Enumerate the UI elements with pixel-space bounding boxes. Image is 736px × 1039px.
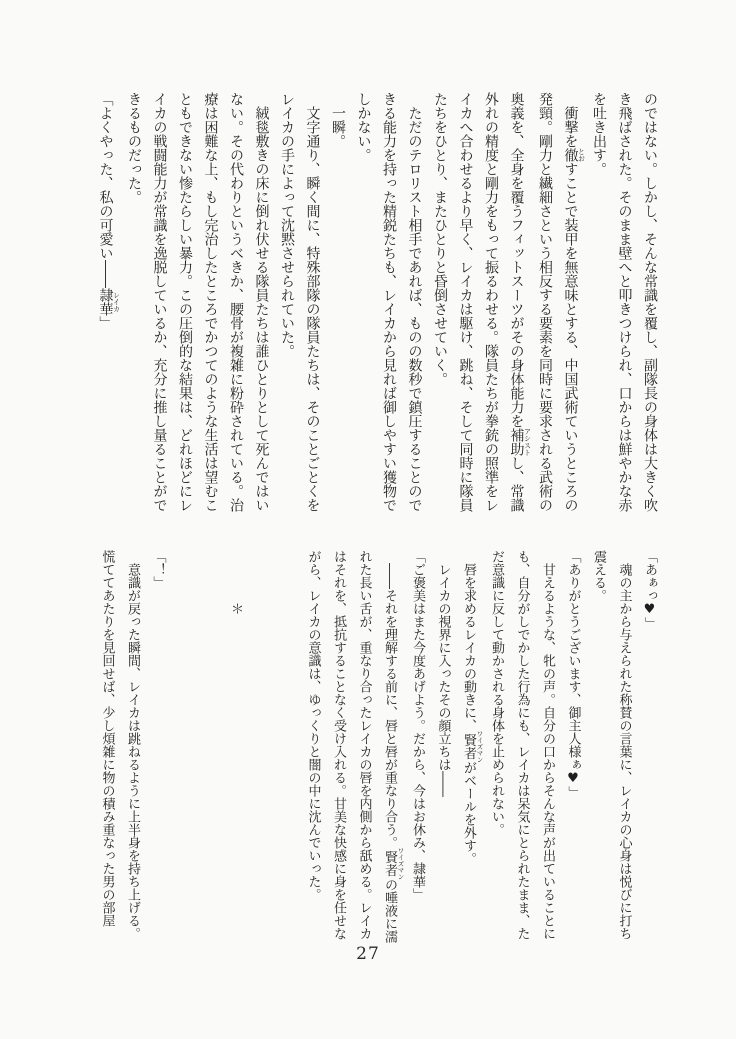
text-column: イカへ合わせるより早く、レイカは駆け、跳ね、そして同時に隊員: [457, 92, 474, 512]
text-column: を吐き出す。: [591, 92, 607, 176]
text-column: き飛ばされた。そのまま壁へと叩きつけられ、口からは鮮やかな赤: [616, 92, 633, 512]
section-separator: ＊: [228, 602, 243, 615]
text-column: れた長い舌が、重なり合ったレイカの唇を内側から舐める。レイカ: [356, 550, 372, 940]
text-column: 魂の主から与えられた称賛の言葉に、レイカの心身は悦びに打ち: [616, 563, 632, 940]
text-column: ない。その代わりというべきか、腰骨が複雑に粉砕されている。治: [228, 92, 244, 512]
text-column: レイカの手によって沈黙させられていた。: [279, 92, 295, 358]
top-text-block: [92, 92, 662, 522]
text-column: 慌ててあたりを見回せば、少し煩雑に物の積み重なった男の部屋: [99, 550, 115, 927]
text-column: 外れの精度と剛力をもって振るわせる。隊員たちが拳銃の照準をレ: [483, 92, 499, 512]
text-column: レイカの視界に入ったその顔立ちは――: [435, 563, 451, 797]
text-column: ただのテロリスト相手であれば、ものの数秒で鎮圧することので: [406, 106, 423, 512]
text-column: しかない。: [355, 92, 372, 162]
text-column: きる能力を持った精鋭たちも、レイカから見れば御しやすい獲物で: [381, 92, 397, 512]
text-column: たちをひとり、またひとりと昏倒させていく。: [432, 92, 448, 386]
text-column: きるものだった。: [126, 92, 142, 204]
text-column: 文字通り、瞬く間に、特殊部隊の隊員たちは、そのことごとくを: [304, 106, 321, 512]
text-column: 「あぁっ♥」: [642, 550, 657, 630]
text-column: イカの戦闘能力が常識を逸脱しているか、充分に推し量ることがで: [151, 92, 168, 512]
text-column: はそれを、抵抗することなく受け入れる。甘美な快感に身を任せな: [331, 550, 346, 940]
text-column: 奥義を、全身を覆うフィットスーツがその身体能力を補助 アシストし、常識: [508, 92, 532, 512]
text-column: 発頸。剛力と繊細さという相反する要素を同時に要求される武術の: [537, 92, 553, 512]
bottom-text-block: [94, 550, 662, 950]
text-column: も、自分がしでかした行為にも、レイカは呆気にとられたまま、た: [514, 550, 530, 940]
text-column: のではない。しかし、そんな常識を覆し、副隊長の身体は大きく吹: [642, 92, 658, 512]
text-column: ともできない惨たらしい暴力。この圧倒的な結果は、どれほどにレ: [177, 92, 193, 512]
text-column: 一瞬。: [330, 106, 346, 148]
text-column: だ意識に反して動かされる身体を止められない。: [489, 550, 504, 836]
page-number: 27: [356, 944, 380, 964]
text-column: 甘えるような、牝の声。自分の口からそんな声が出ていることに: [540, 563, 555, 940]
text-column: 「！」: [150, 550, 166, 589]
text-column: 療は困難な上、もし完治したところでかつてのような生活は望むこ: [202, 92, 219, 512]
text-column: 「よくやった、私の可愛い――隷華 レイカ」: [97, 92, 121, 330]
text-column: 震える。: [591, 550, 606, 602]
text-column: 衝撃を徹 とおすことで装甲を無意味とする、中国武術ていうところの: [562, 106, 586, 512]
text-column: 「ご褒美はまた今度あげよう。だから、今はお休み、隷華」: [410, 550, 425, 901]
text-column: 絨毯敷きの床に倒れ伏せる隊員たちは誰ひとりとして死んではい: [253, 106, 270, 512]
text-column: ――それを理解する前に、唇と唇が重なり合う。賢者 ワイズマンの唾液に濡: [382, 563, 405, 944]
text-column: 唇を求めるレイカの動きに、賢者 ワイズマンがベールを外す。: [461, 563, 484, 866]
text-column: がら、レイカの意識は、ゆっくりと闇の中に沈んでいった。: [305, 550, 321, 901]
text-column: 意識が戻った瞬間、レイカは跳ねるように上半身を持ち上げる。: [125, 563, 140, 940]
text-column: 「ありがとうございます、御主人様ぁ♥」: [565, 550, 581, 799]
